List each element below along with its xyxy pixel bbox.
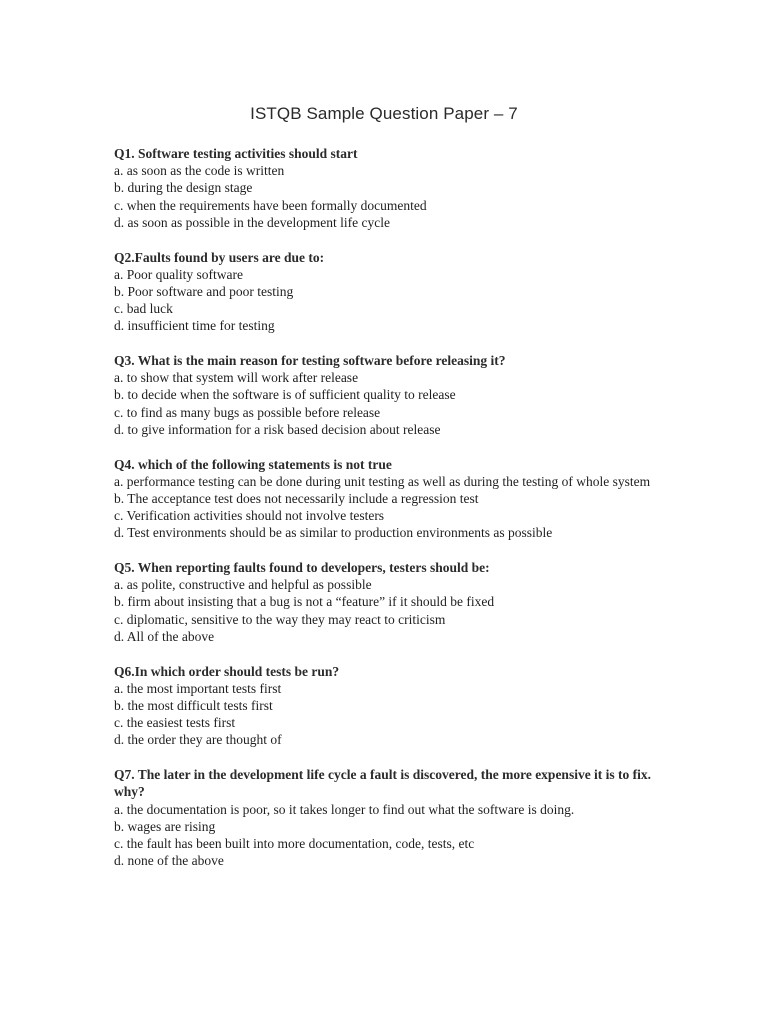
option-c: c. the fault has been built into more documentation, code, tests, etc xyxy=(114,835,475,851)
option-d: d. none of the above xyxy=(114,853,224,869)
option-d: d. the order they are thought of xyxy=(114,732,282,748)
question-text: Q5. When reporting faults found to developers, testers should be: xyxy=(114,560,490,576)
option-a: a. Poor quality software xyxy=(114,266,243,282)
question-list xyxy=(114,145,654,887)
option-b: b. firm about insisting that a bug is not a “feature” if it should be fixed xyxy=(114,594,495,610)
option-a: a. as polite, constructive and helpful as possible xyxy=(114,577,372,593)
question-4 xyxy=(114,456,654,542)
option-a: a. the most important tests first xyxy=(114,680,282,696)
question-6 xyxy=(114,663,654,749)
question-7 xyxy=(114,766,654,869)
option-b: b. wages are rising xyxy=(114,818,216,834)
option-a: a. performance testing can be done during unit testing as well as during the testing of whole system xyxy=(114,473,651,489)
option-d: d. to give information for a risk based decision about release xyxy=(114,421,441,437)
page-title: ISTQB Sample Question Paper – 7 xyxy=(250,104,518,123)
option-a: a. the documentation is poor, so it takes longer to find out what the software is doing. xyxy=(114,801,575,817)
option-b: b. the most difficult tests first xyxy=(114,697,273,713)
option-d: d. as soon as possible in the development life cycle xyxy=(114,214,390,230)
option-c: c. bad luck xyxy=(114,301,173,317)
question-text: Q6.In which order should tests be run? xyxy=(114,663,340,679)
option-c: c. to find as many bugs as possible before release xyxy=(114,404,381,420)
question-text: Q7. The later in the development life cycle a fault is discovered, the more expensive it is to fix. why? xyxy=(114,767,652,800)
question-1 xyxy=(114,145,654,231)
option-c: c. when the requirements have been formally documented xyxy=(114,197,427,213)
question-text: Q1. Software testing activities should start xyxy=(114,146,358,161)
option-c: c. diplomatic, sensitive to the way they may react to criticism xyxy=(114,611,446,627)
option-c: c. Verification activities should not involve testers xyxy=(114,508,385,524)
option-b: b. The acceptance test does not necessarily include a regression test xyxy=(114,490,479,506)
option-b: b. to decide when the software is of sufficient quality to release xyxy=(114,387,456,403)
option-a: a. to show that system will work after release xyxy=(114,370,359,386)
option-b: b. during the design stage xyxy=(114,180,253,196)
option-a: a. as soon as the code is written xyxy=(114,163,285,179)
question-5 xyxy=(114,559,654,645)
question-text: Q2.Faults found by users are due to: xyxy=(114,249,325,265)
option-b: b. Poor software and poor testing xyxy=(114,283,294,299)
option-d: d. Test environments should be as similar to production environments as possible xyxy=(114,525,553,541)
option-d: d. All of the above xyxy=(114,628,215,644)
option-d: d. insufficient time for testing xyxy=(114,318,275,334)
question-text: Q3. What is the main reason for testing software before releasing it? xyxy=(114,353,506,369)
option-c: c. the easiest tests first xyxy=(114,715,236,731)
question-text: Q4. which of the following statements is not true xyxy=(114,456,392,472)
question-2 xyxy=(114,249,654,335)
question-3 xyxy=(114,352,654,438)
